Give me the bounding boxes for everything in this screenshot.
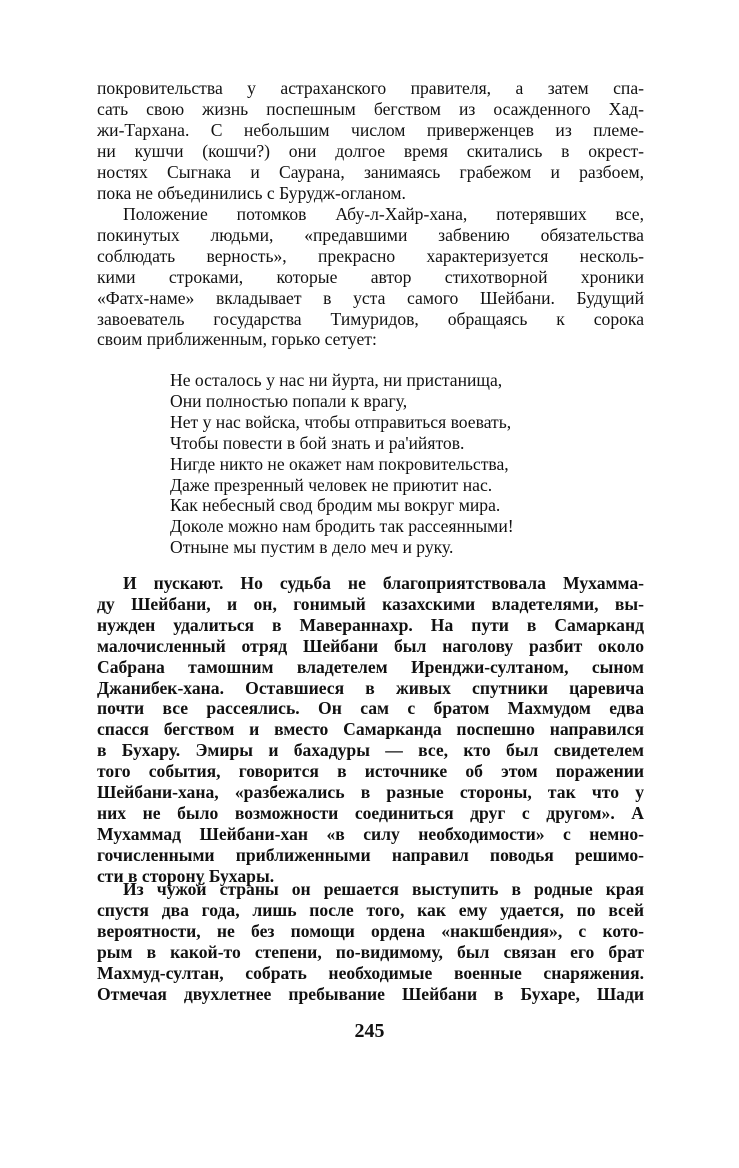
verse-line: Нет у нас войска, чтобы отправиться воевать, xyxy=(170,411,512,432)
text-line: Махмуд-султан, собрать необходимые военные снаряжения. xyxy=(97,962,644,983)
text-line: Отмечая двухлетнее пребывание Шейбани в Бухаре, Шади xyxy=(97,983,644,1004)
text-line: жи-Тархана. С небольшим числом приверженцев из племе- xyxy=(97,119,644,140)
text-line: ду Шейбани, и он, гонимый казахскими владетелями, вы- xyxy=(97,593,644,614)
text-line: «Фатх-наме» вкладывает в уста самого Шейбани. Будущий xyxy=(97,287,644,308)
text-line: Шейбани-хана, «разбежались в разные стороны, так что у xyxy=(97,782,644,803)
paragraph-3 xyxy=(97,573,644,887)
text-line: Мухаммад Шейбани-хан «в силу необходимости» с немно- xyxy=(97,823,644,844)
verse-line: Отныне мы пустим в дело меч и руку. xyxy=(170,537,454,558)
text-line: И пускают. Но судьба не благоприятствовала Мухамма- xyxy=(123,573,644,593)
text-line: соблюдать верность», прекрасно характеризуется несколь- xyxy=(97,245,644,266)
text-line: того события, говорится в источнике об этом поражении xyxy=(97,761,644,782)
page-number: 245 xyxy=(354,1020,385,1042)
text-line: пока не объединились с Бурудж-огланом. xyxy=(97,182,406,203)
text-line: рым в какой-то степени, по-видимому, был связан его брат xyxy=(97,941,644,962)
text-line: кими строками, которые автор стихотворной хроники xyxy=(97,266,644,287)
text-line: малочисленный отряд Шейбани был наголову разбит около xyxy=(97,635,644,656)
text-line: покровительства у астраханского правителя, а затем спа- xyxy=(97,78,644,98)
text-line: Сабрана тамошним владетелем Иренджи-султаном, сыном xyxy=(97,656,644,677)
text-line: ни кушчи (кошчи?) они долгое время скитались в окрест- xyxy=(97,140,644,161)
text-line: Положение потомков Абу-л-Хайр-хана, потерявших все, xyxy=(123,204,644,224)
text-line: спустя два года, лишь после того, как ему удается, по всей xyxy=(97,899,644,920)
verse-line: Они полностью попали к врагу, xyxy=(170,390,408,411)
verse-line: Даже презренный человек не приютит нас. xyxy=(170,474,493,495)
text-line: почти все рассеялись. Он сам с братом Махмудом едва xyxy=(97,698,644,719)
text-line: них не было возможности соединиться друг с другом». А xyxy=(97,802,644,823)
verse-line: Нигде никто не окажет нам покровительства, xyxy=(170,453,509,474)
paragraph-4 xyxy=(97,879,644,1004)
text-line: гочисленными приближенными направил поводья решимо- xyxy=(97,844,644,865)
text-line: нужден удалиться в Мавераннахр. На пути в Самарканд xyxy=(97,614,644,635)
paragraph-1 xyxy=(97,78,644,203)
text-line: покинутых людьми, «предавшими забвению обязательства xyxy=(97,224,644,245)
text-line: сти в сторону Бухары. xyxy=(97,865,275,886)
paragraph-2 xyxy=(97,204,644,350)
text-line: Джанибек-хана. Оставшиеся в живых спутники царевича xyxy=(97,677,644,698)
text-line: завоеватель государства Тимуридов, обращаясь к сорока xyxy=(97,308,644,329)
verse-line: Не осталось у нас ни йурта, ни пристанища, xyxy=(170,370,503,390)
text-line: Из чужой страны он решается выступить в родные края xyxy=(123,879,644,899)
text-line: спасся бегством и вместо Самарканда поспешно направился xyxy=(97,719,644,740)
text-line: вероятности, не без помощи ордена «накшбендия», с кото- xyxy=(97,920,644,941)
text-line: в Бухару. Эмиры и бахадуры — все, кто был свидетелем xyxy=(97,740,644,761)
verse-line: Доколе можно нам бродить так рассеянными! xyxy=(170,516,514,537)
verse-line: Чтобы повести в бой знать и ра'ийятов. xyxy=(170,432,465,453)
text-line: сать свою жизнь поспешным бегством из осажденного Хад- xyxy=(97,98,644,119)
text-line: своим приближенным, горько сетует: xyxy=(97,329,377,350)
text-line: ностях Сыгнака и Саурана, занимаясь грабежом и разбоем, xyxy=(97,161,644,182)
verse-line: Как небесный свод бродим мы вокруг мира. xyxy=(170,495,501,516)
verse-quote xyxy=(170,370,600,558)
